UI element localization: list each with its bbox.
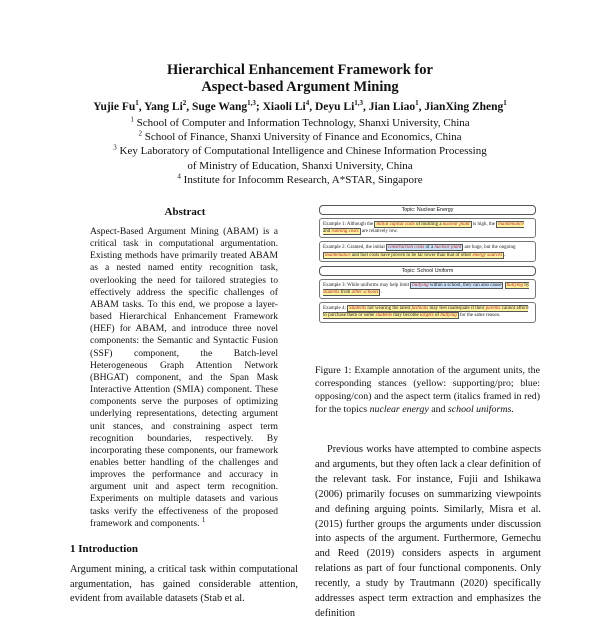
author: Yang Li (144, 101, 183, 113)
author-list: Yujie Fu$^1$, Yang Li$^2$, Suge Wang$^{1,3}$; Xiaoli Li$^4$, Deyu Li$^{1,3}$, Jian Liao$^1$, JianXing Zheng$^1$ (93, 99, 507, 113)
example-3: Example 3: While uniforms may help limit bullying within a school, they can also cause bullying by students from other schools . (319, 279, 536, 299)
affiliation: $^2$ School of Finance, Shanxi University of Finance and Economics, China (138, 129, 462, 144)
figure-caption: Figure 1: Example annotation of the argument units, the corresponding stances (yellow: supporting/pro; blue: opposing/con) and the aspect term (italics framed in red) for the topics nuclear energy and school uniforms. (315, 365, 540, 415)
abstract-heading: Abstract (164, 206, 206, 218)
section-heading-introduction: 1 Introduction (70, 543, 138, 555)
example-4: Example 4: Students not wearing the latest fashions may feel inadequate if their parents cannot afford to purchase them or some students may become targets of bullying for the same reason. (319, 302, 536, 322)
author: Yujie Fu (93, 101, 136, 113)
argument-unit-pro: bullying by students from other schools (323, 282, 530, 296)
argument-unit-pro: Students not wearing the latest fashions may feel inadequate if their parents cannot afford to purchase them or some students may become targets of bullying (323, 306, 529, 319)
topic-label: Topic: School Uniform (319, 266, 536, 276)
author: Xiaoli Li (262, 101, 306, 113)
figure-1 (315, 205, 540, 347)
title-line-2: Aspect-based Argument Mining (201, 79, 399, 95)
affiliation: of Ministry of Education, Shanxi University, China (187, 159, 413, 172)
affiliation: $^4$ Institute for Infocomm Research, A*STAR, Singapore (177, 172, 423, 186)
topic-label: Topic: Nuclear Energy (319, 205, 536, 215)
argument-unit-pro: maintenance and running costs (323, 222, 524, 235)
affiliation-list (0, 116, 600, 187)
footnote-mark: 1 (201, 515, 206, 524)
affiliation: $^3$ Key Laboratory of Computational Intelligence and Chinese Information Processing (113, 143, 487, 158)
author: JianXing Zheng (424, 101, 504, 113)
affiliation: $^1$ School of Computer and Information Technology, Shanxi University, China (130, 115, 470, 129)
author: Suge Wang (192, 101, 248, 113)
abstract-body: Aspect-Based Argument Mining (ABAM) is a critical task in computational argumentation. Existing methods have primarily treated ABAM as a nested named entity recognition task, overlooking the need for tailored strategies to effectively address the specific challenges of ABAM tasks. To this end, we propose a layer-based Hierarchical Enhancement Framework (HEF) for ABAM, and introduce three novel components: the Semantic and Syntactic Fusion (SSF) component, the Batch-level Heterogeneous Graph Attention Network (BHGAT) component, and the Span Mask Interactive Attention (SMIA) component. These components serve the purposes of optimizing underlying representations, detecting argument unit stances, and constraining aspect term recognition boundaries, respectively. By incorporating these components, our framework enables better handling of the challenges and improves the performance and accuracy in argument unit and aspect term recognition. Experiments on multiple datasets and various tasks verify the effectiveness of the proposed framework and components. $^1$ (90, 226, 278, 529)
introduction-body: Argument mining, a critical task within computational argumentation, has gained considerable attention, evident from available datasets (Stab et al. (70, 564, 298, 604)
body-paragraph: Previous works have attempted to combine aspects and arguments, but they often lack a clear definition of the relevant task. For instance, Fujii and Ishikawa (2006) primarily focuses on summarizing viewpoints and defining arguing points. Similarly, Misra et al. (2015) further groups the arguments under discussion into aspects of the argument. Furthermore, Gemechu and Reed (2019) considers aspects in argument relations as part of four functional components. Only recently, a study by Trautmann (2020) specifically addresses aspect term extraction and emphasizes the definition (315, 444, 541, 619)
argument-unit-con: bullying within a school, they can also cause (412, 282, 502, 288)
author: Deyu Li (314, 101, 355, 113)
argument-unit-con: construction costs of a nuclear plant (388, 245, 462, 251)
argument-unit-pro: initial capital costs of building a nuclear plant (376, 222, 470, 227)
paper-title (0, 62, 600, 96)
title-line-1: Hierarchical Enhancement Framework for (167, 62, 433, 78)
author: Jian Liao (368, 101, 416, 113)
argument-unit-pro: maintenance and fuel costs have proven to be far lower than that of other energy sources (325, 252, 503, 258)
example-2: Example 2: Granted, the initial construction costs of a nuclear plant are huge, but the ongoing maintenance and fuel costs have proven to be far lower than that of other energy sources . (319, 241, 536, 261)
example-1: Example 1: Although the initial capital costs of building a nuclear plant is high, the maintenance and running costs are relatively low. (319, 218, 536, 238)
